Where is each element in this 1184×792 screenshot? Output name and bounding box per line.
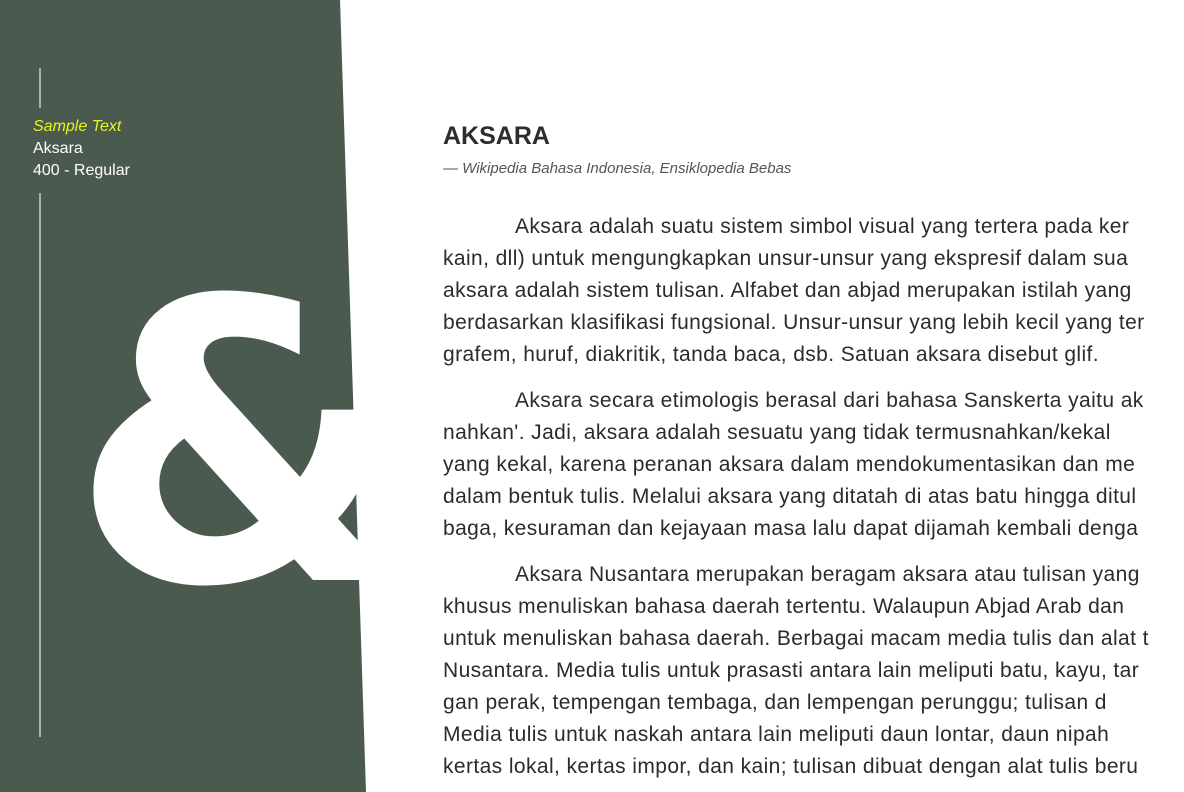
paragraph-line: Media tulis untuk naskah antara lain meliputi daun lontar, daun nipah	[443, 723, 1110, 746]
paragraph-line: kain, dll) untuk mengungkapkan unsur-unsur yang ekspresif dalam sua	[443, 247, 1129, 270]
paragraph-line: Aksara Nusantara merupakan beragam aksara atau tulisan yang	[515, 563, 1140, 586]
paragraph-line: Nusantara. Media tulis untuk prasasti antara lain meliputi batu, kayu, tar	[443, 659, 1140, 682]
paragraph-line: aksara adalah sistem tulisan. Alfabet dan abjad merupakan istilah yang	[443, 279, 1132, 302]
font-weight: 400 - Regular	[33, 162, 130, 179]
font-meta	[33, 116, 130, 182]
paragraph-line: kertas lokal, kertas impor, dan kain; tulisan dibuat dengan alat tulis beru	[443, 755, 1139, 778]
paragraph-line: Aksara secara etimologis berasal dari bahasa Sanskerta yaitu ak	[515, 389, 1144, 412]
divider-line-bottom	[39, 193, 41, 737]
divider-line-top	[39, 68, 41, 108]
paragraph-line: khusus menuliskan bahasa daerah tertentu. Walaupun Abjad Arab dan	[443, 595, 1125, 618]
article-source: — Wikipedia Bahasa Indonesia, Ensiklopedia Bebas	[443, 160, 792, 177]
font-name: Aksara	[33, 140, 83, 157]
paragraph-line: gan perak, tempengan tembaga, dan lempengan perunggu; tulisan d	[443, 691, 1107, 714]
paragraph-line: dalam bentuk tulis. Melalui aksara yang ditatah di atas batu hingga ditul	[443, 485, 1137, 508]
paragraph-line: berdasarkan klasifikasi fungsional. Unsur-unsur yang lebih kecil yang ter	[443, 311, 1145, 334]
paragraph-line: grafem, huruf, diakritik, tanda baca, dsb. Satuan aksara disebut glif.	[443, 343, 1100, 366]
paragraph-line: baga, kesuraman dan kejayaan masa lalu dapat dijamah kembali denga	[443, 517, 1139, 540]
paragraph-line: nahkan'. Jadi, aksara adalah sesuatu yang tidak termusnahkan/kekal	[443, 421, 1111, 444]
sample-label: Sample Text	[33, 118, 122, 135]
article-title: AKSARA	[443, 122, 550, 150]
paragraph-line: untuk menuliskan bahasa daerah. Berbagai macam media tulis dan alat t	[443, 627, 1149, 650]
ampersand-glyph: &	[70, 218, 411, 672]
paragraph-line: yang kekal, karena peranan aksara dalam mendokumentasikan dan me	[443, 453, 1136, 476]
paragraph-line: Aksara adalah suatu sistem simbol visual yang tertera pada ker	[515, 215, 1130, 238]
